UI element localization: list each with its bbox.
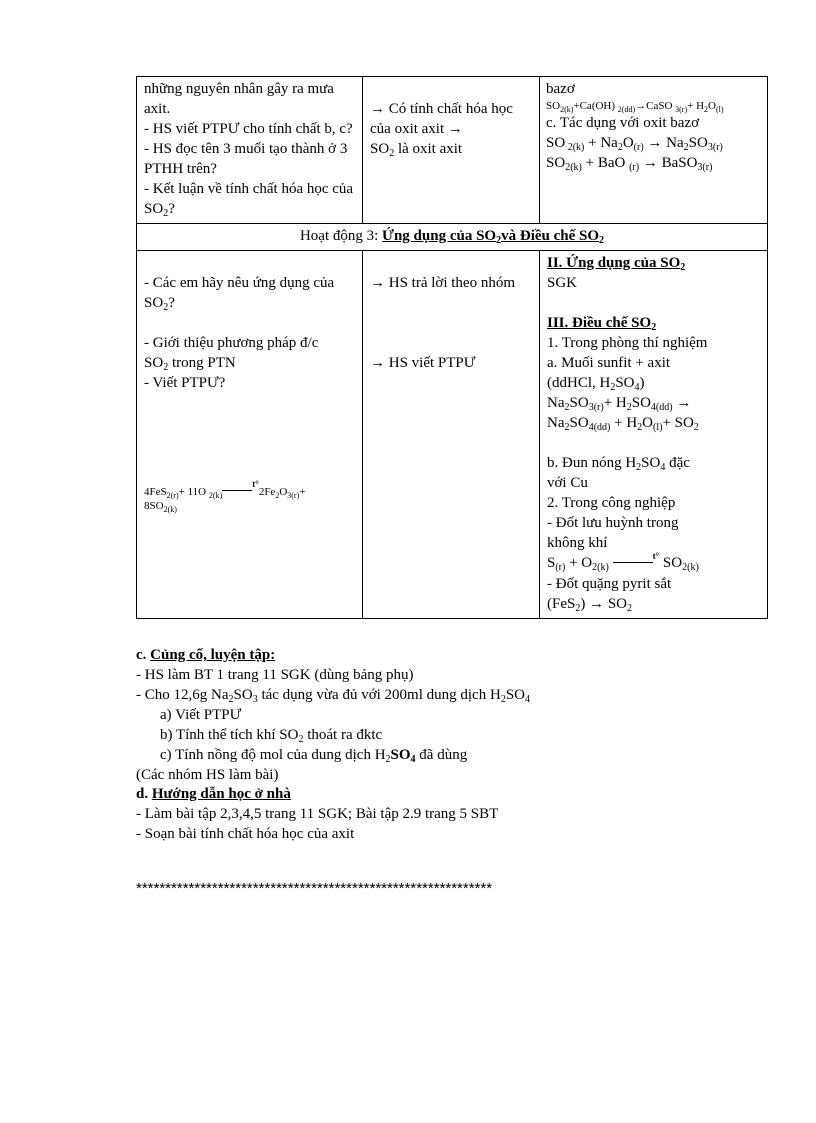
text-line: $SO_2$ trong PTN (144, 355, 236, 373)
student-activity-cell (363, 77, 540, 224)
text-line: - HS đọc tên 3 muối tạo thành ở 3 PTHH trên? (144, 141, 348, 177)
teacher-activity-cell (137, 251, 363, 619)
text-line: - Viết PTPƯ? (144, 375, 226, 391)
list-item: c) Tính nồng độ mol của dung dịch $H_2SO_4$ đã dùng (160, 747, 468, 765)
text-line: (ddHCl, $H_2SO_4$) (547, 375, 645, 393)
text-line: với Cu (547, 475, 588, 491)
text-line: a. Muối sunfit + axit (547, 355, 671, 371)
text-line: c. Tác dụng với oxit bazơ (546, 115, 700, 131)
text-line: bazơ (546, 81, 575, 97)
student-activity-cell (363, 251, 540, 619)
text-line: - Soạn bài tính chất hóa học của axit (136, 826, 355, 842)
equation: $(FeS_2) \to SO_2$ (547, 596, 633, 614)
lesson-table (136, 76, 768, 619)
text-line: - Giới thiệu phương pháp đ/c (144, 335, 319, 351)
table-row (137, 251, 768, 619)
text-line: - Các em hãy nêu ứng dụng của $SO_2$? (144, 275, 335, 313)
text-line: 2. Trong công nghiệp (547, 495, 676, 511)
text-line: (Các nhóm HS làm bài) (136, 767, 279, 783)
text-line: b. Đun nóng $H_2SO_4$ đặc (547, 455, 690, 473)
text-line: → HS viết PTPƯ (370, 355, 476, 371)
text-line: - Cho 12,6g $Na_2SO_3$ tác dụng vừa đủ với 200ml dung dịch $H_2SO_4$ (136, 687, 530, 705)
text-line: → Có tính chất hóa học của oxit axit → (370, 101, 513, 137)
equation: $Na_2SO_{4(dd)} + H_2O_{(l)}+ SO_2$ (547, 415, 699, 433)
list-item: a) Viết PTPƯ (160, 707, 242, 723)
equation: SO $_{2(k)} + Na_2O_{(r)} \to Na_2SO_{3(r)}$ (546, 135, 723, 153)
text-line: SGK (547, 275, 578, 291)
text-line: 1. Trong phòng thí nghiệm (547, 335, 708, 351)
text-line: - Làm bài tập 2,3,4,5 trang 11 SGK; Bài tập 2.9 trang 5 SBT (136, 806, 499, 822)
section-c-heading: c. Củng cố, luyện tập: (136, 647, 276, 663)
section-heading: III. Điều chế $SO_2$ (547, 315, 657, 333)
content-cell (540, 251, 768, 619)
text-line: - Kết luận về tính chất hóa học của $SO_2$? (144, 181, 354, 219)
teacher-activity-cell (137, 77, 363, 224)
section-d-heading: d. Hướng dẫn học ở nhà (136, 786, 291, 802)
divider-stars: ************************************************************* (136, 880, 493, 897)
activity-header-row (137, 224, 768, 251)
equation: $SO_{2(k)}+Ca(OH)$ $_{2(dd)}$→CaSO $_{3(r)}+ H_2O_{(l)}$ (546, 100, 724, 114)
text-line: - Đốt quặng pyrit sắt (547, 576, 672, 592)
text-line: $SO_2$ là oxit axit (370, 141, 463, 159)
equation: $SO_{2(k)}$ + BaO $_{(r)}$ → BaSO$_{3(r)}$ (546, 155, 713, 173)
text-line: - HS viết PTPƯ cho tính chất b, c? (144, 121, 353, 137)
text-line: → HS trả lời theo nhóm (370, 275, 516, 291)
equation-pyrite: 4FeS$_{2(r)}$+ 11O $_{2(k)}^{t^\circ}2Fe_2O_{3(r)}+$ (144, 479, 306, 500)
equation-pyrite-cont: $8SO_{2(k)}$ (144, 500, 177, 514)
text-line: không khí (547, 535, 608, 551)
section-d (136, 784, 498, 844)
equation: $S_{(r)} + O_{2(k)}$ $^{t^\circ}$ $SO_{2(k)}$ (547, 551, 699, 573)
text-line: - HS làm BT 1 trang 11 SGK (dùng bảng phụ) (136, 667, 414, 683)
text-line: những nguyên nhân gây ra mưa axit. (144, 81, 334, 117)
table-row (137, 77, 768, 224)
content-cell (540, 77, 768, 224)
section-heading: II. Ứng dụng của $SO_2$ (547, 255, 686, 273)
activity-header: Hoạt động 3: Ứng dụng của $SO_2và$ Điều chế $SO_2$ (137, 224, 768, 251)
section-c (136, 645, 530, 785)
list-item: b) Tính thể tích khí $SO_2$ thoát ra đktc (160, 727, 383, 745)
equation: $Na_2SO_{3(r)}+ H_2SO_{4(dd)}$ → (547, 395, 692, 413)
text-line: - Đốt lưu huỳnh trong (547, 515, 679, 531)
